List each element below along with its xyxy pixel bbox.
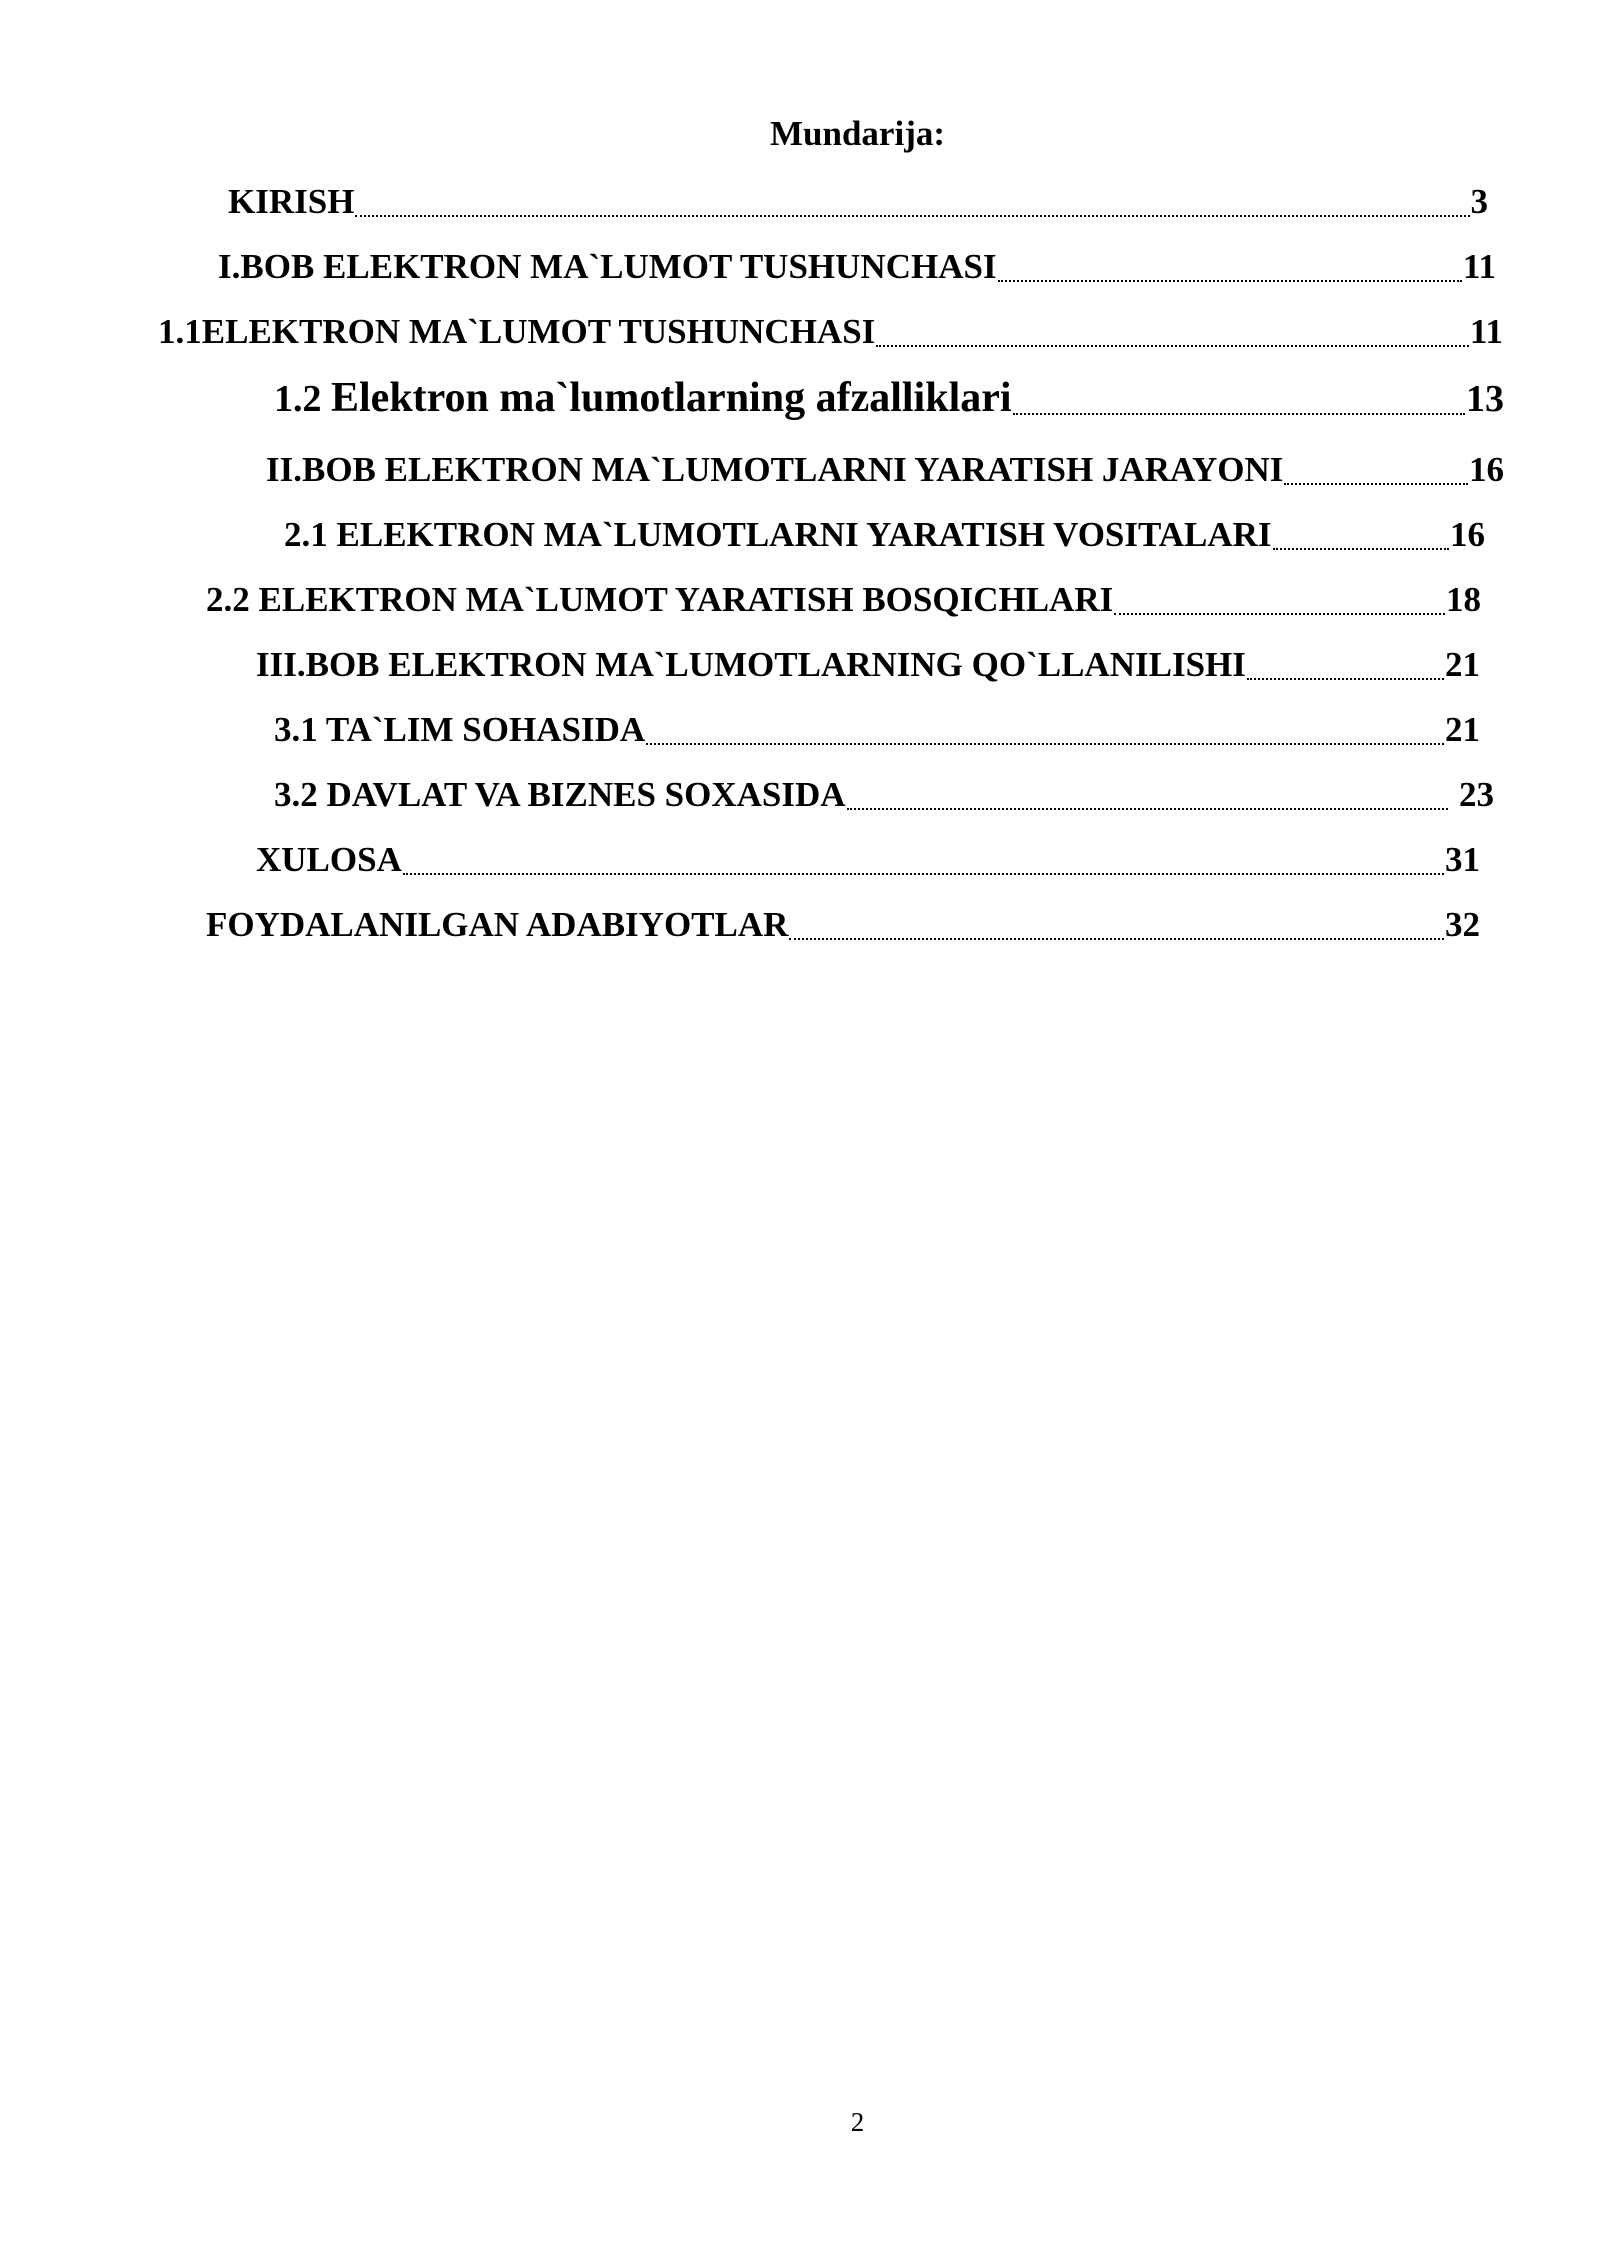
toc-entry-references [206, 901, 1480, 949]
toc-entry-label: 2.2 ELEKTRON MA`LUMOT YARATISH BOSQICHLARI [206, 580, 1114, 619]
toc-entry-page: 21 [1445, 710, 1480, 749]
page-number: 2 [850, 2107, 865, 2137]
toc-dot-leader [646, 742, 1444, 745]
toc-dot-leader [1013, 412, 1465, 415]
toc-entry-label: 3.1 TA`LIM SOHASIDA [274, 710, 646, 749]
table-of-contents [0, 0, 1600, 1000]
toc-dot-leader [1273, 547, 1449, 550]
toc-entry-section-2-2 [206, 576, 1481, 624]
toc-entry-chapter-1 [218, 243, 1496, 291]
toc-entry-kirish [228, 178, 1488, 226]
toc-entry-label: FOYDALANILGAN ADABIYOTLAR [206, 905, 789, 944]
toc-dot-leader [1247, 677, 1444, 680]
toc-dot-leader [789, 937, 1444, 940]
toc-entry-section-2-1 [284, 511, 1485, 559]
toc-entry-page: 23 [1459, 775, 1494, 814]
toc-entry-page: 32 [1445, 905, 1480, 944]
toc-entry-section-1-2 [274, 374, 1504, 422]
toc-entry-chapter-3 [256, 641, 1480, 689]
toc-entry-label: 3.2 DAVLAT VA BIZNES SOXASIDA [274, 775, 846, 814]
toc-dot-leader [1284, 482, 1468, 485]
toc-entry-page: 16 [1469, 450, 1504, 489]
toc-entry-page: 31 [1445, 840, 1480, 879]
toc-entry-page: 21 [1445, 645, 1480, 684]
toc-entry-label: XULOSA [256, 840, 402, 879]
toc-entry-page: 11 [1462, 247, 1496, 286]
toc-entry-section-1-1 [158, 308, 1503, 356]
toc-entry-label [274, 374, 1012, 423]
toc-entry-page: 11 [1469, 312, 1503, 351]
toc-entry-section-3-2 [274, 771, 1494, 819]
toc-entry-page: 16 [1450, 515, 1485, 554]
toc-dot-leader [1114, 612, 1445, 615]
toc-entry-label: 1.1ELEKTRON MA`LUMOT TUSHUNCHASI [158, 312, 876, 351]
toc-dot-leader [847, 807, 1448, 810]
toc-entry-label: 2.1 ELEKTRON MA`LUMOTLARNI YARATISH VOSITALARI [284, 515, 1272, 554]
toc-entry-xulosa [256, 836, 1480, 884]
toc-entry-label: II.BOB ELEKTRON MA`LUMOTLARNI YARATISH JARAYONI [266, 450, 1284, 489]
toc-dot-leader [998, 279, 1462, 282]
toc-entry-label-number: 1.2 [274, 378, 331, 420]
toc-entry-page: 18 [1446, 580, 1481, 619]
toc-title: Mundarija: [770, 114, 945, 153]
toc-entry-label: I.BOB ELEKTRON MA`LUMOT TUSHUNCHASI [218, 247, 997, 286]
toc-entry-page: 3 [1470, 182, 1488, 221]
toc-dot-leader [355, 214, 1469, 217]
toc-entry-label: KIRISH [228, 182, 355, 221]
toc-entry-label: III.BOB ELEKTRON MA`LUMOTLARNING QO`LLANILISHI [256, 645, 1246, 684]
toc-entry-chapter-2 [266, 446, 1504, 494]
toc-entry-page: 13 [1466, 378, 1504, 420]
toc-entry-section-3-1 [274, 706, 1480, 754]
toc-dot-leader [876, 344, 1469, 347]
toc-entry-label-text: Elektron ma`lumotlarning afzalliklari [331, 375, 1012, 421]
toc-dot-leader [403, 872, 1444, 875]
